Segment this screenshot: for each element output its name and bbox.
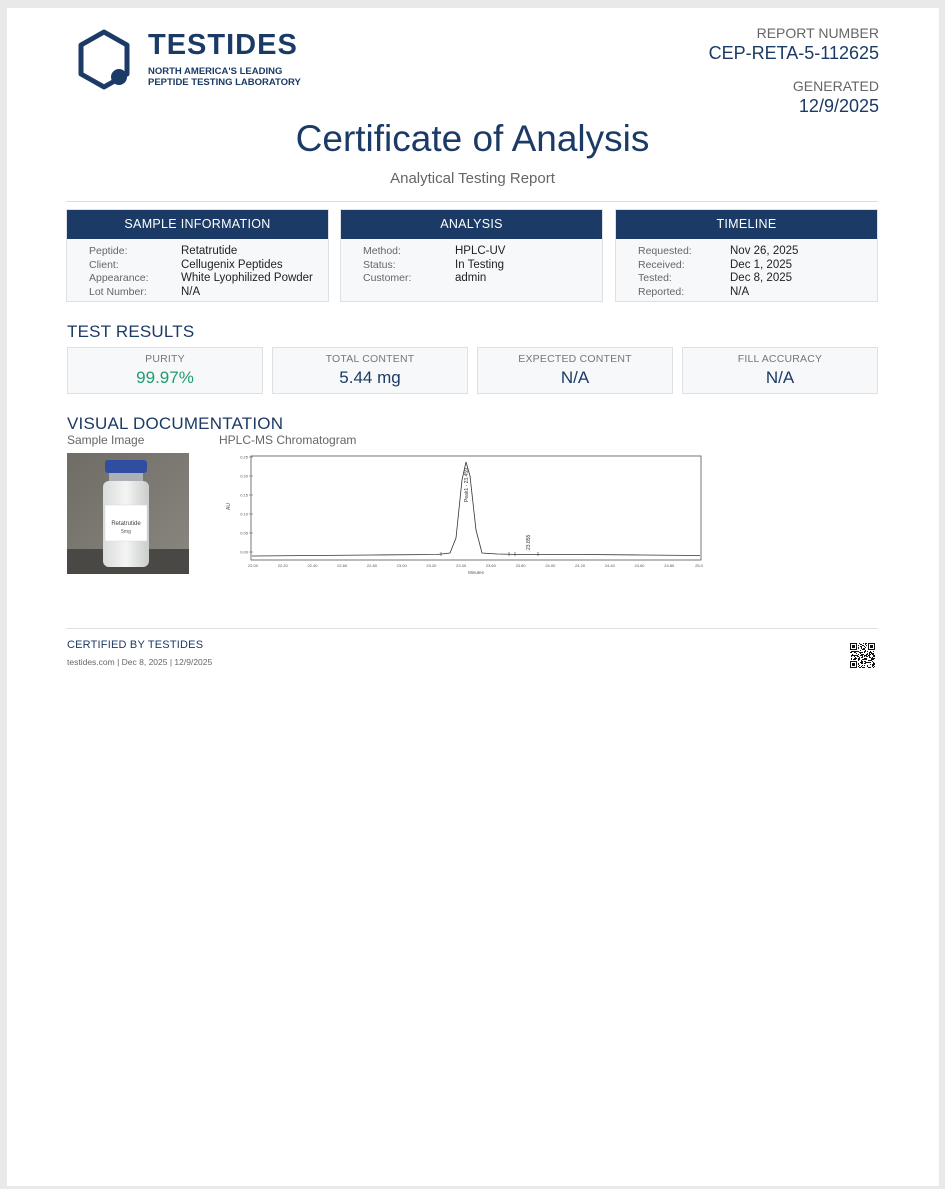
- info-row: [89, 245, 328, 259]
- vial-label-dose: 5mg: [121, 529, 131, 535]
- expected-content-value: N/A: [560, 368, 590, 387]
- info-value: In Testing: [455, 258, 505, 271]
- info-key: Status:: [363, 258, 396, 271]
- vial-label-text: Retatrutide: [111, 521, 141, 527]
- sample-image-label: Sample Image: [67, 433, 145, 447]
- sample-information-header: SAMPLE INFORMATION: [67, 210, 328, 239]
- x-tick-label: 24.00: [545, 563, 556, 568]
- timeline-header: TIMELINE: [616, 210, 877, 239]
- x-tick-label: 22.00: [247, 563, 259, 568]
- fill-accuracy-card: [682, 347, 878, 394]
- x-tick-label: 23.60: [485, 563, 496, 568]
- generated-label: GENERATED: [792, 78, 879, 94]
- x-tick-label: 23.40: [456, 563, 467, 568]
- info-value: admin: [455, 272, 487, 284]
- x-tick-label: 22.60: [337, 563, 348, 568]
- certified-by: CERTIFIED BY TESTIDES: [67, 639, 204, 651]
- total-content-value: 5.44 mg: [339, 368, 401, 387]
- sample-vial-photo: [67, 453, 189, 574]
- test-results-heading: TEST RESULTS: [67, 322, 195, 341]
- brand-tagline-line1: NORTH AMERICA'S LEADING: [148, 66, 283, 77]
- peak1-label: Peak1 - 23.459: [464, 468, 470, 502]
- x-tick-label: 24.40: [604, 563, 615, 568]
- info-value: Nov 26, 2025: [730, 245, 799, 257]
- brand-tagline: [148, 66, 348, 88]
- info-value: Dec 1, 2025: [730, 258, 793, 271]
- analysis-header: ANALYSIS: [341, 210, 602, 239]
- purity-value: 99.97%: [136, 368, 194, 387]
- info-value: HPLC-UV: [455, 245, 506, 257]
- result-label: PURITY: [145, 353, 185, 365]
- info-key: Client:: [89, 258, 119, 271]
- info-row: [89, 272, 328, 286]
- result-label: FILL ACCURACY: [737, 353, 823, 365]
- chrom-y-axis-label: AU: [226, 503, 232, 510]
- x-tick-label: 25.0: [695, 563, 703, 568]
- timeline-box: [615, 209, 878, 302]
- total-content-card: [272, 347, 468, 394]
- info-row: [638, 272, 877, 286]
- report-number: CEP-RETA-5-112625: [708, 43, 879, 63]
- expected-content-card: [477, 347, 673, 394]
- info-key: Lot Number:: [89, 285, 147, 298]
- x-tick-label: 22.40: [307, 563, 318, 568]
- info-value: Cellugenix Peptides: [181, 258, 283, 271]
- footer-meta: testides.com | Dec 8, 2025 | 12/9/2025: [67, 657, 213, 667]
- divider: [66, 201, 878, 202]
- page-title: Certificate of Analysis: [295, 118, 650, 159]
- result-label: TOTAL CONTENT: [325, 353, 415, 365]
- footer-divider: [66, 628, 878, 629]
- info-key: Peptide:: [89, 245, 128, 257]
- brand-name: TESTIDES: [148, 29, 298, 61]
- report-number-label: REPORT NUMBER: [756, 25, 879, 41]
- info-key: Reported:: [638, 285, 685, 298]
- info-value: Dec 8, 2025: [730, 272, 793, 284]
- info-key: Customer:: [363, 272, 412, 284]
- y-tick-label: 0.10: [240, 511, 248, 517]
- info-key: Method:: [363, 245, 401, 257]
- testides-logo-icon: [77, 29, 133, 91]
- x-tick-label: 24.80: [664, 563, 675, 568]
- x-tick-label: 23.20: [426, 563, 437, 568]
- qr-code-icon[interactable]: [850, 643, 875, 668]
- info-value: Retatrutide: [181, 245, 238, 257]
- page-subtitle: Analytical Testing Report: [390, 170, 555, 187]
- info-row: [89, 259, 328, 273]
- info-value: N/A: [181, 285, 201, 298]
- x-tick-label: 23.80: [515, 563, 526, 568]
- hplc-chromatogram: [222, 450, 706, 576]
- x-tick-label: 23.00: [396, 563, 407, 568]
- info-row: [363, 245, 602, 259]
- brand-tagline-line2: PEPTIDE TESTING LABORATORY: [148, 77, 301, 88]
- fill-accuracy-value: N/A: [765, 368, 795, 387]
- info-row: [638, 286, 877, 300]
- result-label: EXPECTED CONTENT: [518, 353, 632, 365]
- peak2-label: 23.855: [526, 534, 532, 550]
- info-value: N/A: [730, 285, 750, 298]
- y-tick-label: 0.05: [240, 530, 248, 536]
- x-tick-label: 24.20: [575, 563, 586, 568]
- y-tick-label: 0.15: [240, 492, 248, 498]
- info-key: Tested:: [638, 272, 672, 284]
- info-row: [363, 259, 602, 273]
- purity-card: [67, 347, 263, 394]
- x-tick-label: 22.80: [366, 563, 377, 568]
- info-key: Received:: [638, 258, 685, 271]
- y-tick-label: 0.25: [240, 454, 248, 460]
- x-tick-label: 24.60: [634, 563, 645, 568]
- info-key: Appearance:: [89, 272, 149, 284]
- visual-documentation-heading: VISUAL DOCUMENTATION: [67, 414, 284, 433]
- info-key: Requested:: [638, 245, 692, 257]
- sample-information-box: [66, 209, 329, 302]
- y-tick-label: 0.00: [240, 549, 248, 555]
- info-value: White Lyophilized Powder: [181, 272, 313, 284]
- chromatogram-frame: [251, 456, 701, 560]
- info-row: [638, 259, 877, 273]
- info-row: [89, 286, 328, 300]
- y-tick-label: 0.20: [240, 473, 248, 479]
- x-tick-label: 22.20: [277, 563, 288, 568]
- info-row: [363, 272, 602, 286]
- chromatogram-label: HPLC-MS Chromatogram: [219, 433, 357, 447]
- analysis-box: [340, 209, 603, 302]
- info-row: [638, 245, 877, 259]
- generated-date: 12/9/2025: [798, 96, 879, 116]
- chrom-x-axis-label: Minutes: [468, 570, 484, 575]
